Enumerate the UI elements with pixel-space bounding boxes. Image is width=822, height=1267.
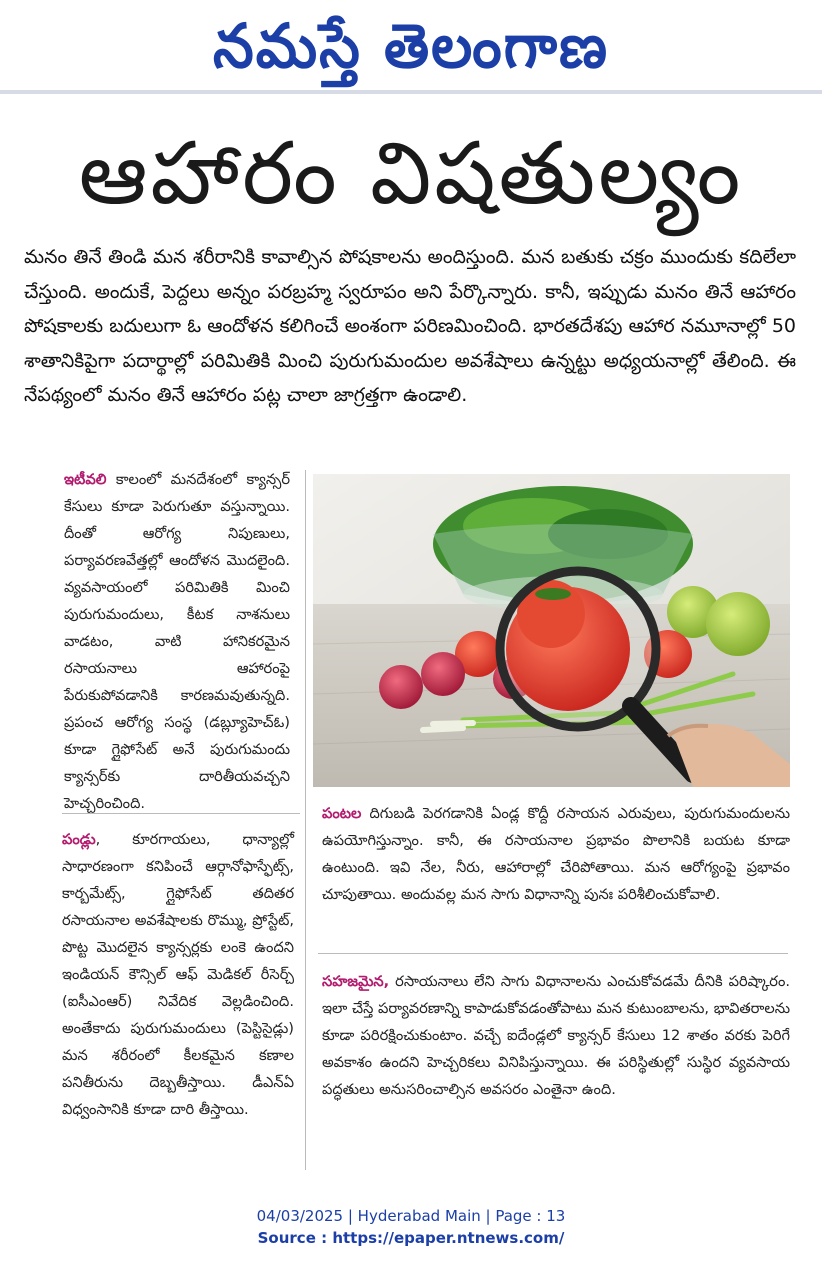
masthead	[0, 6, 822, 86]
vegetables-magnifier-photo	[313, 474, 790, 787]
section-text: దిగుబడి పెరగడానికి ఏండ్ల కొద్దీ రసాయన ఎరువులు, పురుగుమందులను ఉపయోగిస్తున్నాం. కానీ, ఈ రసాయనాల ప్రభావం పొలానికి బయట కూడా ఉంటుంది. ఇవి నేల, నీరు, ఆహారాల్లో చేరిపోతాయి. మన ఆరోగ్యంపై ప్రభావం చూపుతాయి. అందువల్ల మన సాగు విధానాన్ని పునః పరిశీలించుకోవాలి.	[322, 805, 790, 903]
column-divider	[305, 470, 306, 1170]
section-kicker: పండ్లు	[62, 831, 96, 848]
section-recent	[64, 466, 290, 817]
newspaper-logo: నమస్తే తెలంగాణ	[213, 10, 609, 82]
section-divider-right	[318, 953, 788, 954]
source-link[interactable]: Source : https://epaper.ntnews.com/	[257, 1229, 565, 1247]
article-headline: ఆహారం విషతుల్యం	[78, 124, 744, 224]
section-fruits	[62, 826, 294, 1123]
section-kicker: ఇటీవలి	[64, 471, 107, 488]
section-text: రసాయనాలు లేని సాగు విధానాలను ఎంచుకోవడమే దీనికి పరిష్కారం. ఇలా చేస్తే పర్యావరణాన్ని కాపాడుకోవడంతోపాటు మన కుటుంబాలను, భావితరాలను కూడా పరిరక్షించుకుంటాం. వచ్చే ఐదేండ్లలో క్యాన్సర్ కేసులు 12 శాతం వరకు పెరిగే అవకాశం ఉందని హెచ్చరికలు వినిపిస్తున్నాయి. ఈ పరిస్థితుల్లో సుస్థిర వ్యవసాయ పద్ధతులు అనుసరించాల్సిన అవసరం ఎంతైనా ఉంది.	[322, 973, 790, 1098]
section-text: , కూరగాయలు, ధాన్యాల్లో సాధారణంగా కనిపించే ఆర్గానోఫాస్ఫేట్స్, కార్బమేట్స్, గ్లైఫోసేట్ తదితర రసాయనాల అవశేషాలకు రొమ్ము, ప్రోస్టేట్, పొట్ట మొదలైన క్యాన్సర్లకు లంకె ఉందని ఇండియన్ కౌన్సిల్ ఆఫ్ మెడికల్ రీసెర్చ్ (ఐసీఎంఆర్) నివేదిక వెల్లడించింది. అంతేకాదు పురుగుమందులు (పెస్టిసైడ్లు) మన శరీరంలో కీలకమైన కణాల పనితీరును దెబ్బతీస్తాయి. డీఎన్ఏ విధ్వంసానికి కూడా దారి తీస్తాయి.	[62, 831, 294, 1118]
section-kicker: పంటల	[322, 805, 362, 822]
page-footer	[0, 1205, 822, 1249]
section-natural	[322, 968, 790, 1103]
section-kicker: సహజమైన,	[322, 973, 390, 990]
section-crops	[322, 800, 790, 908]
edition-info: 04/03/2025 | Hyderabad Main | Page : 13	[256, 1207, 566, 1225]
section-text: కాలంలో మనదేశంలో క్యాన్సర్ కేసులు కూడా పెరుగుతూ వస్తున్నాయి. దీంతో ఆరోగ్య నిపుణులు, పర్యావరణవేత్తల్లో ఆందోళన మొదలైంది. వ్యవసాయంలో పరిమితికి మించి పురుగుమందులు, కీటక నాశనులు వాడటం, వాటి హానికరమైన రసాయనాలు ఆహారంపై పేరుకుపోవడానికి కారణమవుతున్నది. ప్రపంచ ఆరోగ్య సంస్థ (డబ్ల్యూహెచ్ఓ) కూడా గ్లైఫోసేట్ అనే పురుగుమందు క్యాన్సర్‌కు దారితీయవచ్చని హెచ్చరించింది.	[64, 471, 290, 812]
masthead-divider	[0, 90, 822, 94]
article-lead: మనం తినే తిండి మన శరీరానికి కావాల్సిన పోషకాలను అందిస్తుంది. మన బతుకు చక్రం ముందుకు కదిలేలా చేస్తుంది. అందుకే, పెద్దలు అన్నం పరబ్రహ్మ స్వరూపం అని పేర్కొన్నారు. కానీ, ఇప్పుడు మనం తినే ఆహారం పోషకాలకు బదులుగా ఓ ఆందోళన కలిగించే అంశంగా పరిణమించింది. భారతదేశపు ఆహార నమూనాల్లో 50 శాతానికిపైగా పదార్థాల్లో పరిమితికి మించి పురుగుమందుల అవశేషాలు ఉన్నట్టు అధ్యయనాల్లో తేలింది. ఈ నేపథ్యంలో మనం తినే ఆహారం పట్ల చాలా జాగ్రత్తగా ఉండాలి.	[24, 246, 796, 406]
